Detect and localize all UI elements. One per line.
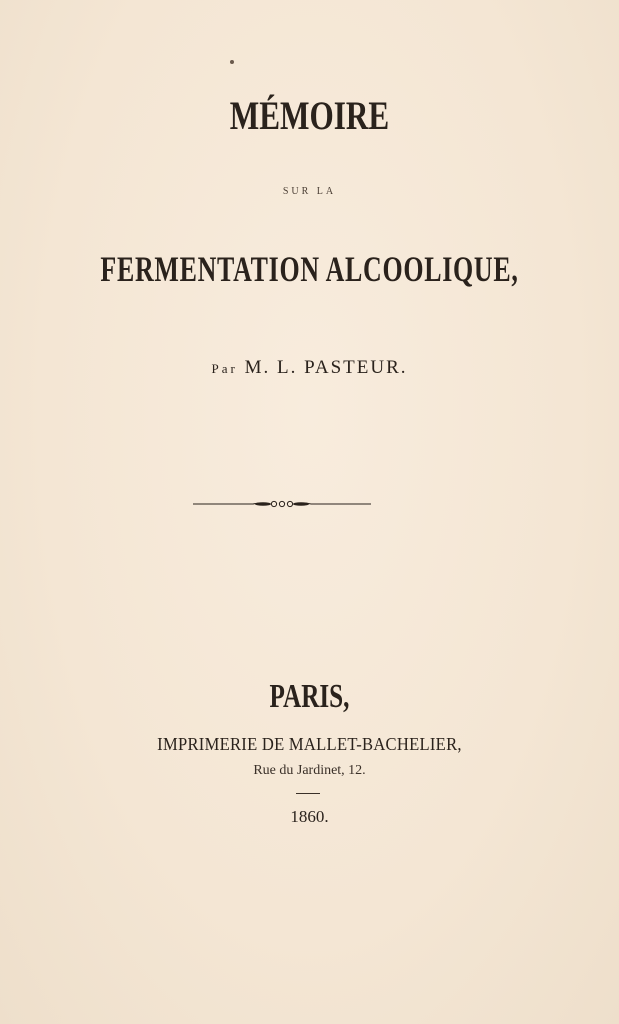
title-subject: FERMENTATION ALCOOLIQUE, [100,249,519,289]
short-rule [296,793,320,794]
ornament-divider [193,497,371,511]
imprint-city: PARIS, [269,678,350,715]
title-memoire: MÉMOIRE [229,93,390,138]
title-connector: SUR LA [282,186,337,197]
imprint-year: 1860. [290,807,329,826]
imprint-address: Rue du Jardinet, 12. [253,763,366,778]
author-line [0,356,619,381]
ink-speck [230,60,234,64]
author-name: M. L. PASTEUR. [244,357,408,378]
imprint-printer: IMPRIMERIE DE MALLET-BACHELIER, [157,734,462,754]
author-prefix: Par [211,361,238,376]
